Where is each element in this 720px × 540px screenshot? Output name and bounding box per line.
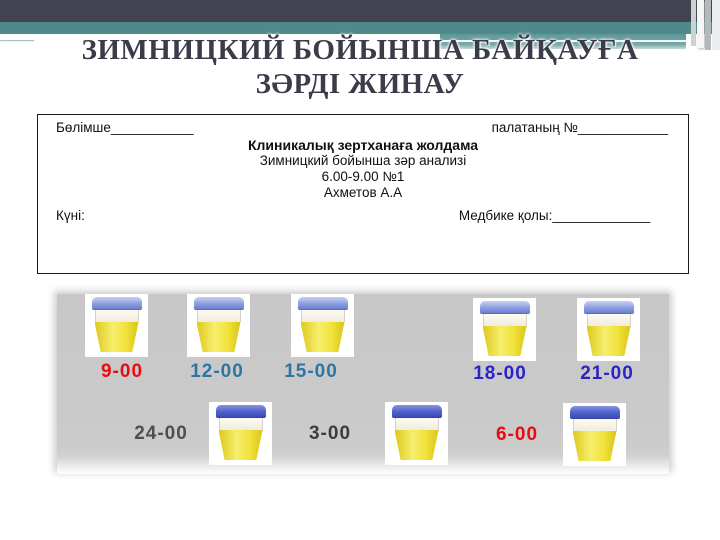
cup-body — [573, 431, 617, 461]
time-label: 24-00 — [134, 423, 188, 444]
cup-lid-icon — [480, 301, 530, 314]
cup-neck — [395, 418, 439, 430]
nurse-signature-field: Медбике қолы:_____________ — [458, 208, 650, 223]
cup-body — [483, 326, 527, 356]
cup-body — [95, 322, 139, 352]
cup-body — [219, 430, 263, 460]
time-label: 12-00 — [190, 361, 244, 382]
urine-cup-icon — [563, 403, 626, 466]
cup-neck — [587, 314, 631, 326]
cup-neck — [483, 314, 527, 326]
cup-lid-icon — [216, 405, 266, 418]
time-label: 21-00 — [580, 363, 634, 384]
urine-cup-icon — [473, 298, 536, 361]
ward-number-field: палатаның №____________ — [491, 120, 668, 135]
cup-body — [587, 326, 631, 356]
cup-lid-icon — [92, 297, 142, 310]
time-label: 15-00 — [284, 361, 338, 382]
cup-lid-icon — [570, 406, 620, 419]
cup-neck — [219, 418, 263, 430]
cup-body — [301, 322, 345, 352]
urine-cup-icon — [291, 294, 354, 357]
cup-body — [395, 430, 439, 460]
cup-neck — [573, 419, 617, 431]
slide-title — [0, 33, 720, 101]
time-label: 6-00 — [495, 424, 539, 445]
form-subheading: Зимницкий бойынша зәр анализі — [259, 153, 467, 168]
cup-lid-icon — [392, 405, 442, 418]
slide-title-line1: ЗИМНИЦКИЙ БОЙЫНША БАЙҚАУҒА — [81, 34, 639, 66]
cup-neck — [95, 310, 139, 322]
urine-cup-icon — [85, 294, 148, 357]
cup-lid-icon — [584, 301, 634, 314]
urine-cup-icon — [187, 294, 250, 357]
date-field: Күні: — [56, 208, 85, 223]
time-label: 3-00 — [308, 423, 352, 444]
cup-body — [197, 322, 241, 352]
form-patient-name: Ахметов А.А — [323, 185, 403, 200]
cup-neck — [301, 310, 345, 322]
time-label: 18-00 — [473, 363, 527, 384]
referral-form — [37, 114, 689, 274]
slide-title-line2: ЗӘРДІ ЖИНАУ — [255, 68, 465, 100]
urine-cup-icon — [385, 402, 448, 465]
time-label: 9-00 — [100, 361, 144, 382]
urine-cup-icon — [577, 298, 640, 361]
cup-neck — [197, 310, 241, 322]
cup-lid-icon — [298, 297, 348, 310]
cup-lid-icon — [194, 297, 244, 310]
form-time-range: 6.00-9.00 №1 — [321, 169, 405, 184]
department-field: Бөлімше___________ — [56, 120, 194, 135]
form-heading: Клиникалық зертханаға жолдама — [247, 137, 479, 153]
urine-cup-icon — [209, 402, 272, 465]
header-dark-bar — [0, 0, 720, 22]
